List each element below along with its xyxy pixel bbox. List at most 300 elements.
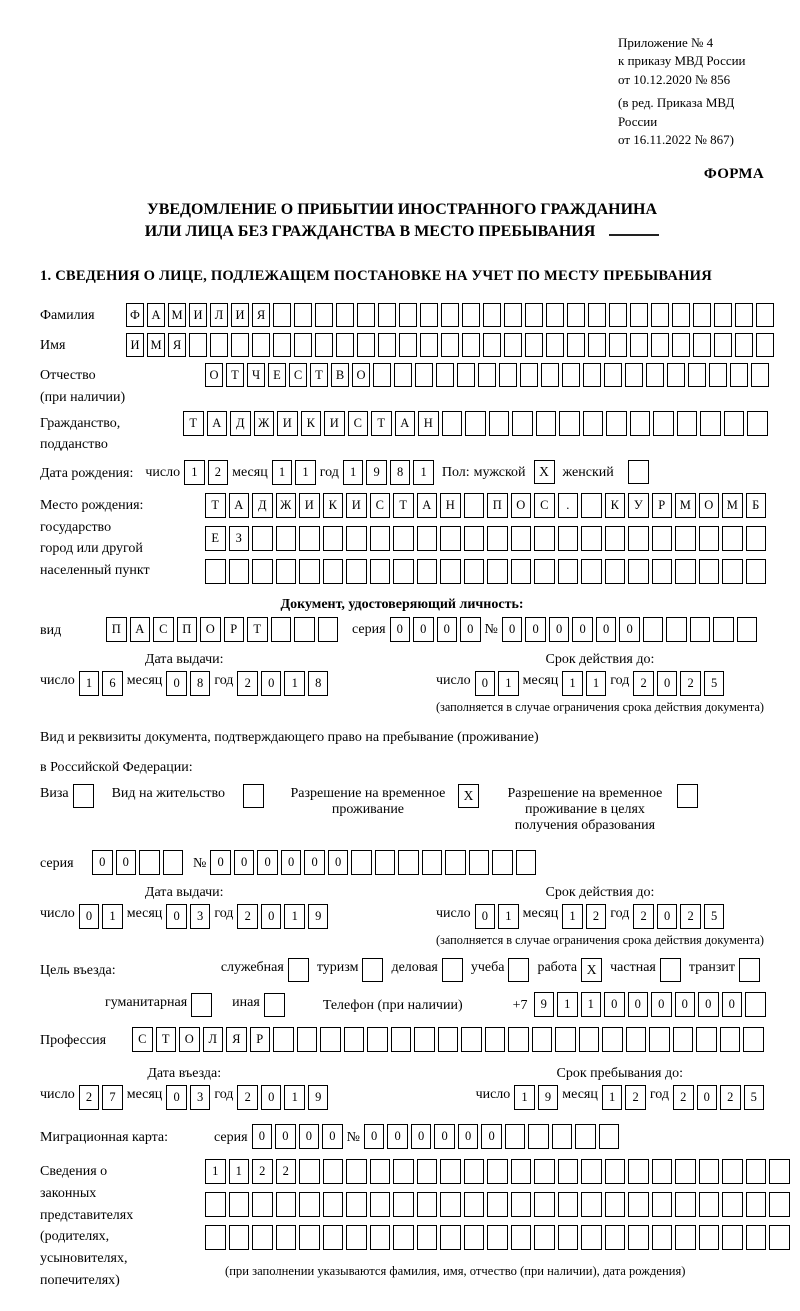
char-cell[interactable] [252,1225,273,1250]
char-cell[interactable]: Л [210,303,228,327]
char-cell[interactable] [440,526,461,551]
char-cell[interactable] [457,363,475,387]
char-cell[interactable]: 0 [475,904,496,929]
char-cell[interactable]: Ж [276,493,297,518]
char-cell[interactable]: 5 [704,671,725,696]
char-cell[interactable] [370,1225,391,1250]
char-cell[interactable] [163,850,184,875]
char-cell[interactable] [189,333,207,357]
char-cell[interactable] [357,333,375,357]
char-cell[interactable]: И [231,303,249,327]
char-cell[interactable] [649,1027,670,1052]
char-cell[interactable]: П [177,617,198,642]
purpose-transit-checkbox[interactable] [739,958,760,982]
residence-valid-day-cells[interactable] [475,904,519,929]
char-cell[interactable] [438,1027,459,1052]
identity-valid-month-cells[interactable] [562,671,606,696]
char-cell[interactable]: 0 [675,992,696,1017]
char-cell[interactable] [700,411,721,436]
char-cell[interactable] [605,526,626,551]
char-cell[interactable]: И [324,411,345,436]
char-cell[interactable]: 6 [102,671,123,696]
char-cell[interactable]: Р [250,1027,271,1052]
char-cell[interactable]: А [147,303,165,327]
char-cell[interactable]: К [605,493,626,518]
char-cell[interactable] [746,559,767,584]
char-cell[interactable]: И [299,493,320,518]
char-cell[interactable] [735,333,753,357]
char-cell[interactable]: 1 [562,671,583,696]
char-cell[interactable]: О [699,493,720,518]
char-cell[interactable]: 2 [680,671,701,696]
sex-male-checkbox[interactable]: X [534,460,555,484]
char-cell[interactable] [357,303,375,327]
char-cell[interactable] [297,1027,318,1052]
char-cell[interactable] [652,559,673,584]
char-cell[interactable] [737,617,758,642]
char-cell[interactable] [628,559,649,584]
char-cell[interactable] [652,1225,673,1250]
char-cell[interactable]: 5 [744,1085,765,1110]
birth-place-cells-row2[interactable] [205,526,766,551]
identity-issue-year-cells[interactable] [237,671,328,696]
char-cell[interactable] [375,850,396,875]
char-cell[interactable]: Е [205,526,226,551]
char-cell[interactable] [581,1225,602,1250]
char-cell[interactable] [699,1159,720,1184]
char-cell[interactable] [469,850,490,875]
char-cell[interactable] [722,559,743,584]
char-cell[interactable] [276,1192,297,1217]
char-cell[interactable] [628,526,649,551]
char-cell[interactable] [344,1027,365,1052]
char-cell[interactable] [370,1159,391,1184]
char-cell[interactable]: Т [183,411,204,436]
char-cell[interactable] [581,526,602,551]
char-cell[interactable]: М [722,493,743,518]
char-cell[interactable] [609,303,627,327]
identity-issue-day-cells[interactable] [79,671,123,696]
char-cell[interactable] [675,1192,696,1217]
char-cell[interactable] [320,1027,341,1052]
char-cell[interactable] [699,1225,720,1250]
char-cell[interactable] [646,363,664,387]
char-cell[interactable]: 2 [673,1085,694,1110]
char-cell[interactable] [672,303,690,327]
residence-issue-year-cells[interactable] [237,904,328,929]
migration-series-cells[interactable] [252,1124,343,1149]
char-cell[interactable]: Т [247,617,268,642]
purpose-other-checkbox[interactable] [264,993,285,1017]
char-cell[interactable]: 7 [102,1085,123,1110]
char-cell[interactable]: 8 [308,671,329,696]
char-cell[interactable] [605,559,626,584]
stay-year-cells[interactable] [673,1085,764,1110]
char-cell[interactable]: 0 [261,671,282,696]
visa-checkbox[interactable] [73,784,94,808]
purpose-official-checkbox[interactable] [288,958,309,982]
char-cell[interactable] [323,559,344,584]
char-cell[interactable]: 3 [190,1085,211,1110]
char-cell[interactable] [677,411,698,436]
char-cell[interactable]: 0 [281,850,302,875]
char-cell[interactable] [294,303,312,327]
char-cell[interactable] [558,559,579,584]
char-cell[interactable] [699,526,720,551]
char-cell[interactable]: С [289,363,307,387]
char-cell[interactable] [205,1192,226,1217]
purpose-tourism-checkbox[interactable] [362,958,383,982]
birth-day-cells[interactable] [184,460,228,485]
char-cell[interactable] [583,411,604,436]
char-cell[interactable]: 0 [619,617,640,642]
char-cell[interactable]: 0 [387,1124,408,1149]
purpose-work-checkbox[interactable]: X [581,958,602,982]
char-cell[interactable]: С [153,617,174,642]
entry-year-cells[interactable] [237,1085,328,1110]
char-cell[interactable]: 1 [413,460,434,485]
char-cell[interactable]: 0 [364,1124,385,1149]
char-cell[interactable] [675,1159,696,1184]
char-cell[interactable]: 1 [205,1159,226,1184]
char-cell[interactable] [464,526,485,551]
char-cell[interactable]: Р [224,617,245,642]
char-cell[interactable]: 1 [272,460,293,485]
char-cell[interactable]: 0 [437,617,458,642]
char-cell[interactable] [299,559,320,584]
char-cell[interactable] [528,1124,549,1149]
char-cell[interactable] [651,303,669,327]
char-cell[interactable]: 2 [586,904,607,929]
char-cell[interactable] [605,1192,626,1217]
char-cell[interactable] [714,333,732,357]
char-cell[interactable] [525,303,543,327]
char-cell[interactable]: 0 [722,992,743,1017]
char-cell[interactable] [271,617,292,642]
char-cell[interactable] [398,850,419,875]
char-cell[interactable] [534,1192,555,1217]
char-cell[interactable] [546,303,564,327]
char-cell[interactable] [370,526,391,551]
char-cell[interactable] [583,363,601,387]
char-cell[interactable]: 0 [79,904,100,929]
char-cell[interactable]: 9 [308,904,329,929]
char-cell[interactable]: А [417,493,438,518]
char-cell[interactable] [512,411,533,436]
identity-valid-year-cells[interactable] [633,671,724,696]
char-cell[interactable]: 0 [166,671,187,696]
char-cell[interactable] [504,333,522,357]
char-cell[interactable]: М [675,493,696,518]
char-cell[interactable] [630,303,648,327]
char-cell[interactable]: 5 [704,904,725,929]
char-cell[interactable] [696,1027,717,1052]
char-cell[interactable] [370,1192,391,1217]
char-cell[interactable] [393,559,414,584]
char-cell[interactable] [675,1225,696,1250]
char-cell[interactable] [751,363,769,387]
profession-cells[interactable] [132,1027,764,1052]
char-cell[interactable]: 0 [657,904,678,929]
char-cell[interactable] [559,411,580,436]
char-cell[interactable] [699,559,720,584]
char-cell[interactable]: 2 [237,904,258,929]
char-cell[interactable]: П [106,617,127,642]
char-cell[interactable]: Т [371,411,392,436]
char-cell[interactable] [487,1192,508,1217]
char-cell[interactable] [346,526,367,551]
char-cell[interactable] [315,303,333,327]
char-cell[interactable] [346,1225,367,1250]
char-cell[interactable] [581,1159,602,1184]
char-cell[interactable] [489,411,510,436]
char-cell[interactable]: 2 [79,1085,100,1110]
char-cell[interactable]: 0 [257,850,278,875]
char-cell[interactable]: 0 [525,617,546,642]
char-cell[interactable] [464,1159,485,1184]
char-cell[interactable] [541,363,559,387]
char-cell[interactable] [346,1159,367,1184]
char-cell[interactable] [440,1192,461,1217]
char-cell[interactable] [625,363,643,387]
char-cell[interactable] [672,333,690,357]
char-cell[interactable]: 0 [322,1124,343,1149]
char-cell[interactable]: 2 [208,460,229,485]
char-cell[interactable] [746,1225,767,1250]
char-cell[interactable] [436,363,454,387]
char-cell[interactable] [294,617,315,642]
char-cell[interactable] [675,559,696,584]
purpose-humanitarian-checkbox[interactable] [191,993,212,1017]
char-cell[interactable] [746,1159,767,1184]
identity-issue-month-cells[interactable] [166,671,210,696]
char-cell[interactable] [534,526,555,551]
char-cell[interactable] [478,363,496,387]
char-cell[interactable]: 1 [184,460,205,485]
char-cell[interactable]: 1 [581,992,602,1017]
char-cell[interactable] [391,1027,412,1052]
citizenship-cells[interactable] [183,411,768,436]
char-cell[interactable]: 0 [261,1085,282,1110]
char-cell[interactable] [273,333,291,357]
char-cell[interactable]: С [132,1027,153,1052]
char-cell[interactable]: А [395,411,416,436]
char-cell[interactable]: И [277,411,298,436]
char-cell[interactable] [769,1225,790,1250]
char-cell[interactable] [643,617,664,642]
char-cell[interactable] [722,1192,743,1217]
char-cell[interactable] [699,1192,720,1217]
char-cell[interactable] [534,1225,555,1250]
char-cell[interactable] [420,303,438,327]
char-cell[interactable]: 0 [475,671,496,696]
char-cell[interactable]: 0 [299,1124,320,1149]
char-cell[interactable]: Ч [247,363,265,387]
char-cell[interactable] [604,363,622,387]
char-cell[interactable]: 1 [562,904,583,929]
char-cell[interactable]: В [331,363,349,387]
char-cell[interactable] [609,333,627,357]
char-cell[interactable] [462,333,480,357]
char-cell[interactable] [626,1027,647,1052]
char-cell[interactable] [440,559,461,584]
char-cell[interactable]: 0 [458,1124,479,1149]
char-cell[interactable] [229,1192,250,1217]
char-cell[interactable] [666,617,687,642]
char-cell[interactable]: Т [310,363,328,387]
char-cell[interactable]: 0 [92,850,113,875]
char-cell[interactable]: 3 [190,904,211,929]
temp-permit-education-checkbox[interactable] [677,784,698,808]
char-cell[interactable] [378,303,396,327]
char-cell[interactable] [693,303,711,327]
char-cell[interactable]: 0 [261,904,282,929]
char-cell[interactable]: О [179,1027,200,1052]
char-cell[interactable] [462,303,480,327]
char-cell[interactable]: 2 [276,1159,297,1184]
char-cell[interactable]: Н [440,493,461,518]
char-cell[interactable]: Ф [126,303,144,327]
birth-place-cells-row1[interactable] [205,493,766,518]
char-cell[interactable]: Е [268,363,286,387]
char-cell[interactable] [511,1225,532,1250]
identity-kind-cells[interactable] [106,617,338,642]
char-cell[interactable]: 0 [572,617,593,642]
entry-day-cells[interactable] [79,1085,123,1110]
char-cell[interactable]: 0 [166,904,187,929]
char-cell[interactable] [508,1027,529,1052]
char-cell[interactable]: М [147,333,165,357]
char-cell[interactable]: Т [226,363,244,387]
legal-reps-cells-row2[interactable] [205,1192,790,1217]
char-cell[interactable] [652,1159,673,1184]
purpose-private-checkbox[interactable] [660,958,681,982]
char-cell[interactable] [323,1225,344,1250]
char-cell[interactable] [511,526,532,551]
char-cell[interactable] [336,333,354,357]
char-cell[interactable] [393,526,414,551]
char-cell[interactable] [511,1192,532,1217]
temp-permit-checkbox[interactable]: X [458,784,479,808]
char-cell[interactable] [393,1225,414,1250]
char-cell[interactable] [709,363,727,387]
char-cell[interactable] [562,363,580,387]
char-cell[interactable]: 0 [252,1124,273,1149]
char-cell[interactable]: 1 [343,460,364,485]
char-cell[interactable]: С [370,493,391,518]
char-cell[interactable] [485,1027,506,1052]
char-cell[interactable] [534,1159,555,1184]
char-cell[interactable]: 0 [234,850,255,875]
char-cell[interactable]: О [205,363,223,387]
stay-day-cells[interactable] [514,1085,558,1110]
char-cell[interactable] [231,333,249,357]
char-cell[interactable]: М [168,303,186,327]
char-cell[interactable] [351,850,372,875]
char-cell[interactable]: 9 [538,1085,559,1110]
char-cell[interactable] [558,1225,579,1250]
birth-month-cells[interactable] [272,460,316,485]
char-cell[interactable] [567,303,585,327]
char-cell[interactable]: 1 [586,671,607,696]
char-cell[interactable] [464,493,485,518]
char-cell[interactable] [417,1192,438,1217]
char-cell[interactable] [756,303,774,327]
char-cell[interactable]: Я [226,1027,247,1052]
patronymic-cells[interactable] [205,363,769,387]
char-cell[interactable]: Т [393,493,414,518]
char-cell[interactable] [602,1027,623,1052]
char-cell[interactable]: 0 [304,850,325,875]
char-cell[interactable] [492,850,513,875]
char-cell[interactable] [294,333,312,357]
char-cell[interactable] [511,559,532,584]
char-cell[interactable]: 0 [697,1085,718,1110]
char-cell[interactable]: 0 [116,850,137,875]
char-cell[interactable] [441,333,459,357]
char-cell[interactable] [735,303,753,327]
char-cell[interactable]: 0 [657,671,678,696]
char-cell[interactable] [252,526,273,551]
char-cell[interactable] [505,1124,526,1149]
char-cell[interactable] [417,1225,438,1250]
legal-reps-cells-row1[interactable] [205,1159,790,1184]
char-cell[interactable] [567,333,585,357]
char-cell[interactable]: Ж [254,411,275,436]
char-cell[interactable]: 0 [502,617,523,642]
firstname-cells[interactable] [126,333,774,357]
char-cell[interactable] [504,303,522,327]
residence-permit-checkbox[interactable] [243,784,264,808]
char-cell[interactable] [299,1159,320,1184]
residence-series-cells[interactable] [92,850,183,875]
char-cell[interactable]: 1 [229,1159,250,1184]
char-cell[interactable] [417,1159,438,1184]
char-cell[interactable]: И [126,333,144,357]
char-cell[interactable]: 0 [460,617,481,642]
char-cell[interactable] [229,559,250,584]
char-cell[interactable] [422,850,443,875]
char-cell[interactable]: Б [746,493,767,518]
char-cell[interactable] [724,411,745,436]
char-cell[interactable]: 1 [284,904,305,929]
char-cell[interactable] [210,333,228,357]
sex-female-checkbox[interactable] [628,460,649,484]
char-cell[interactable]: 2 [720,1085,741,1110]
birth-place-cells-row3[interactable] [205,559,766,584]
char-cell[interactable] [205,1225,226,1250]
char-cell[interactable] [378,333,396,357]
char-cell[interactable]: С [534,493,555,518]
char-cell[interactable] [399,303,417,327]
char-cell[interactable] [651,333,669,357]
char-cell[interactable]: 0 [411,1124,432,1149]
purpose-study-checkbox[interactable] [508,958,529,982]
char-cell[interactable] [346,559,367,584]
char-cell[interactable]: 1 [498,671,519,696]
char-cell[interactable]: 9 [534,992,555,1017]
char-cell[interactable] [558,1159,579,1184]
char-cell[interactable] [516,850,537,875]
char-cell[interactable] [440,1225,461,1250]
char-cell[interactable] [487,1225,508,1250]
char-cell[interactable]: 0 [210,850,231,875]
char-cell[interactable]: А [130,617,151,642]
char-cell[interactable] [746,1192,767,1217]
char-cell[interactable]: 0 [413,617,434,642]
char-cell[interactable] [464,559,485,584]
char-cell[interactable] [520,363,538,387]
